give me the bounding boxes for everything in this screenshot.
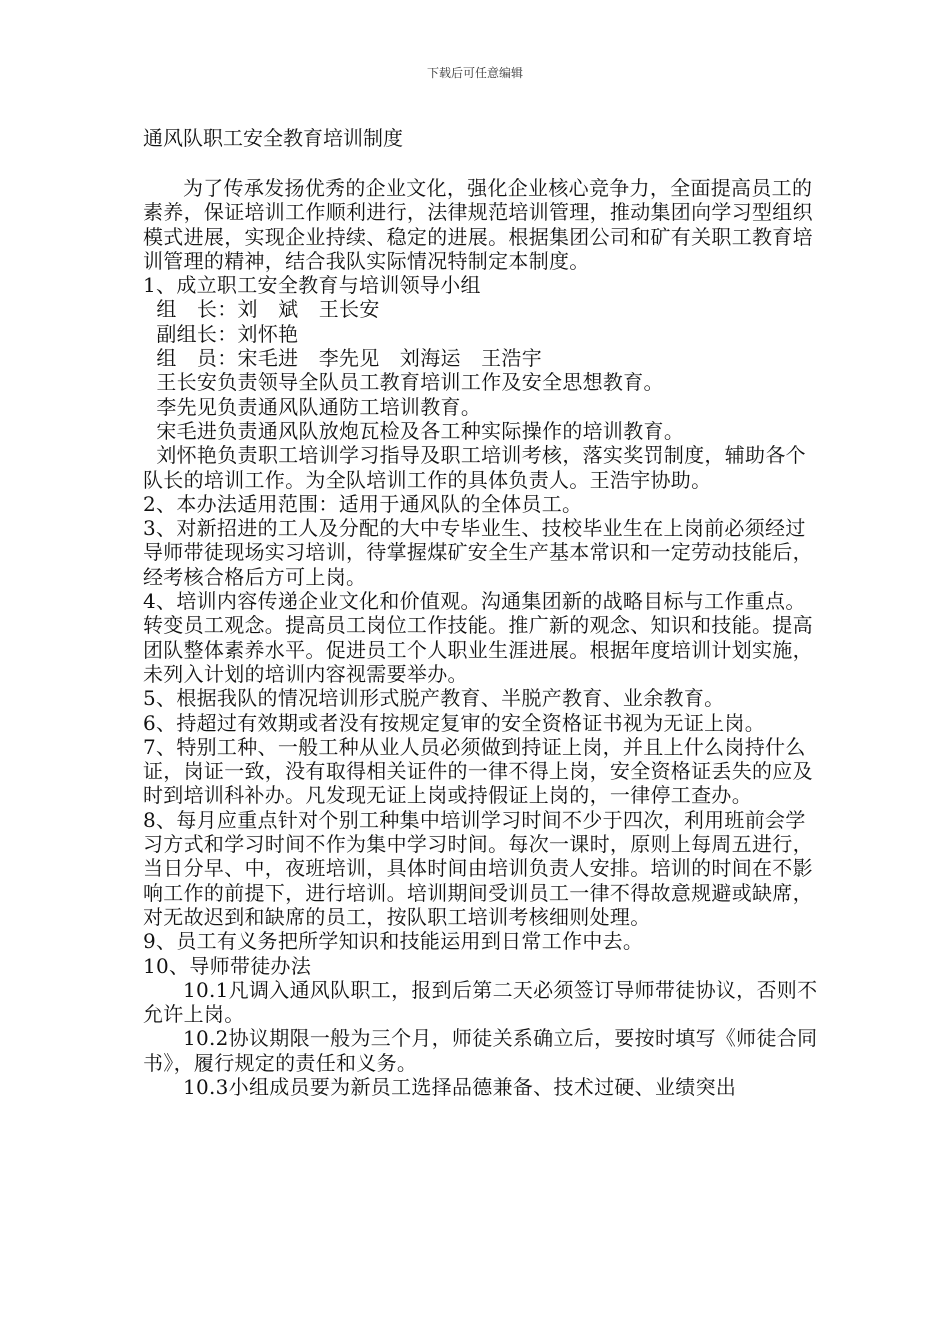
section-1-heading: 1、成立职工安全教育与培训领导小组 — [143, 273, 481, 298]
section-3: 3、对新招进的工人及分配的大中专毕业生、技校毕业生在上岗前必须经过导师带徒现场实习培训，待掌握煤矿安全生产基本常识和一定劳动技能后，经考核合格后方可上岗。 — [143, 516, 813, 589]
duty-line: 刘怀艳负责职工培训学习指导及职工培训考核，落实奖罚制度，辅助各个队长的培训工作。为全队培训工作的具体负责人。王浩宇协助。 — [143, 443, 806, 492]
section-4: 4、培训内容传递企业文化和价值观。沟通集团新的战略目标与工作重点。转变员工观念。提高员工岗位工作技能。推广新的观念、知识和技能。提高团队整体素养水平。促进员工个人职业生涯进展。根据年度培训计划实施，未列入计划的培训内容视需要举办。 — [143, 589, 813, 686]
section-2: 2、本办法适用范围：适用于通风队的全体员工。 — [143, 491, 583, 516]
document-body — [143, 176, 823, 1099]
subsection-10-2: 10.2协议期限一般为三个月，师徒关系确立后，要按时填写《师徒合同书》，履行规定的责任和义务。 — [143, 1026, 818, 1075]
section-6: 6、持超过有效期或者没有按规定复审的安全资格证书视为无证上岗。 — [143, 710, 766, 735]
section-8: 8、每月应重点针对个别工种集中培训学习时间不少于四次，利用班前会学习方式和学习时间不作为集中学习时间。每次一课时，原则上每周五进行，当日分早、中，夜班培训，具体时间由培训负责人安排。培训的时间在不影响工作的前提下，进行培训。培训期间受训员工一律不得故意规避或缺席，对无故迟到和缺席的员工，按队职工培训考核细则处理。 — [143, 807, 813, 929]
subsection-10-3: 10.3小组成员要为新员工选择品德兼备、技术过硬、业绩突出 — [143, 1074, 737, 1099]
duty-line: 宋毛进负责通风队放炮瓦检及各工种实际操作的培训教育。 — [143, 418, 685, 443]
duty-line: 李先见负责通风队通防工培训教育。 — [143, 394, 482, 419]
document-title: 通风队职工安全教育培训制度 — [143, 126, 403, 150]
header-note: 下载后可任意编辑 — [426, 66, 523, 80]
leader-line: 组 长：刘 斌 王长安 — [143, 297, 380, 322]
deputy-leader-line: 副组长：刘怀艳 — [143, 321, 299, 346]
subsection-10-1: 10.1凡调入通风队职工，报到后第二天必须签订导师带徒协议，否则不允许上岗。 — [143, 977, 818, 1027]
members-line: 组 员：宋毛进 李先见 刘海运 王浩宇 — [143, 346, 543, 371]
intro-paragraph: 为了传承发扬优秀的企业文化，强化企业核心竞争力，全面提高员工的素养，保证培训工作顺利进行，法律规范培训管理，推动集团向学习型组织模式进展，实现企业持续、稳定的进展。根据集团公司和矿有关职工教育培训管理的精神，结合我队实际情况特制定本制度。 — [143, 176, 813, 273]
section-7: 7、特别工种、一般工种从业人员必须做到持证上岗，并且上什么岗持什么证，岗证一致，没有取得相关证件的一律不得上岗，安全资格证丢失的应及时到培训科补办。凡发现无证上岗或持假证上岗的，一律停工查办。 — [143, 734, 813, 808]
section-10-heading: 10、导师带徒办法 — [143, 953, 312, 978]
duty-line: 王长安负责领导全队员工教育培训工作及安全思想教育。 — [143, 370, 664, 395]
section-5: 5、根据我队的情况培训形式脱产教育、半脱产教育、业余教育。 — [143, 686, 725, 711]
section-9: 9、员工有义务把所学知识和技能运用到日常工作中去。 — [143, 929, 644, 954]
